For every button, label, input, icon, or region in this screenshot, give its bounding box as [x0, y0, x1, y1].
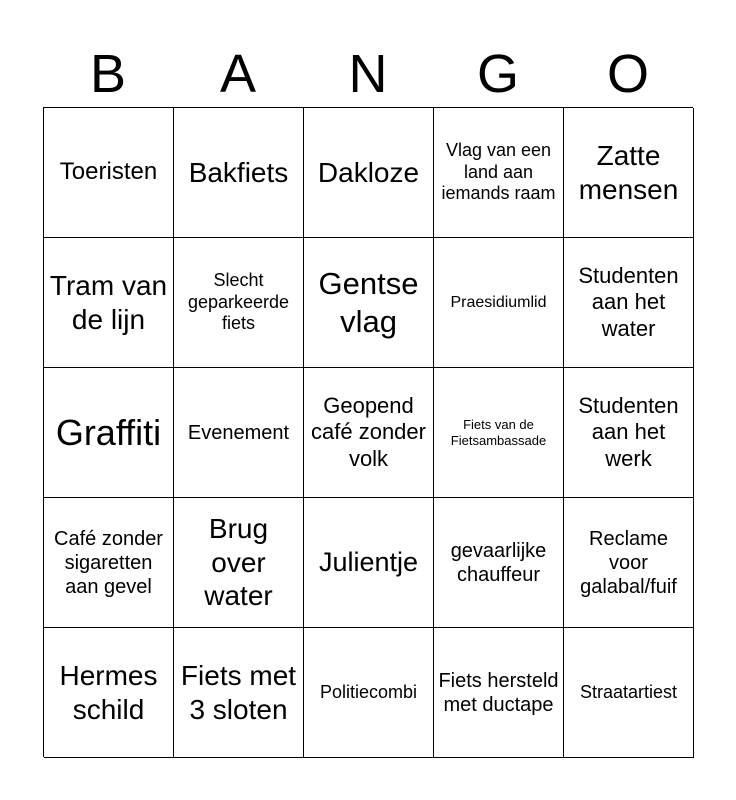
bingo-cell: Toeristen: [44, 108, 174, 238]
bingo-cell: Praesidiumlid: [434, 238, 564, 368]
bingo-cell: Fiets met 3 sloten: [174, 628, 304, 758]
bingo-cell: Brug over water: [174, 498, 304, 628]
bingo-header: [43, 42, 693, 106]
header-letter-b: B: [89, 44, 127, 104]
bingo-cell: Reclame voor galabal/fuif: [564, 498, 694, 628]
bingo-cell: gevaarlijke chauffeur: [434, 498, 564, 628]
bingo-cell: Studenten aan het werk: [564, 368, 694, 498]
bingo-cell: Graffiti: [44, 368, 174, 498]
header-letter-g: G: [476, 44, 519, 104]
bingo-cell: Straatartiest: [564, 628, 694, 758]
bingo-cell: Tram van de lijn: [44, 238, 174, 368]
bingo-cell: Geopend café zonder volk: [304, 368, 434, 498]
bingo-cell: Evenement: [174, 368, 304, 498]
bingo-cell: Studenten aan het water: [564, 238, 694, 368]
bingo-grid: [43, 107, 693, 757]
bingo-cell: Politiecombi: [304, 628, 434, 758]
bingo-cell: Vlag van een land aan iemands raam: [434, 108, 564, 238]
bingo-cell: Zatte mensen: [564, 108, 694, 238]
header-letter-o: O: [606, 44, 649, 104]
bingo-cell: Dakloze: [304, 108, 434, 238]
bingo-cell: Slecht geparkeerde fiets: [174, 238, 304, 368]
bingo-cell: Café zonder sigaretten aan gevel: [44, 498, 174, 628]
bingo-cell: Hermes schild: [44, 628, 174, 758]
bingo-cell: Fiets hersteld met ductape: [434, 628, 564, 758]
bingo-cell: Julientje: [304, 498, 434, 628]
header-letter-n: N: [348, 44, 388, 104]
bingo-cell: Bakfiets: [174, 108, 304, 238]
bingo-cell: Gentse vlag: [304, 238, 434, 368]
bingo-cell: Fiets van de Fietsambassade: [434, 368, 564, 498]
header-letter-a: A: [219, 44, 257, 104]
